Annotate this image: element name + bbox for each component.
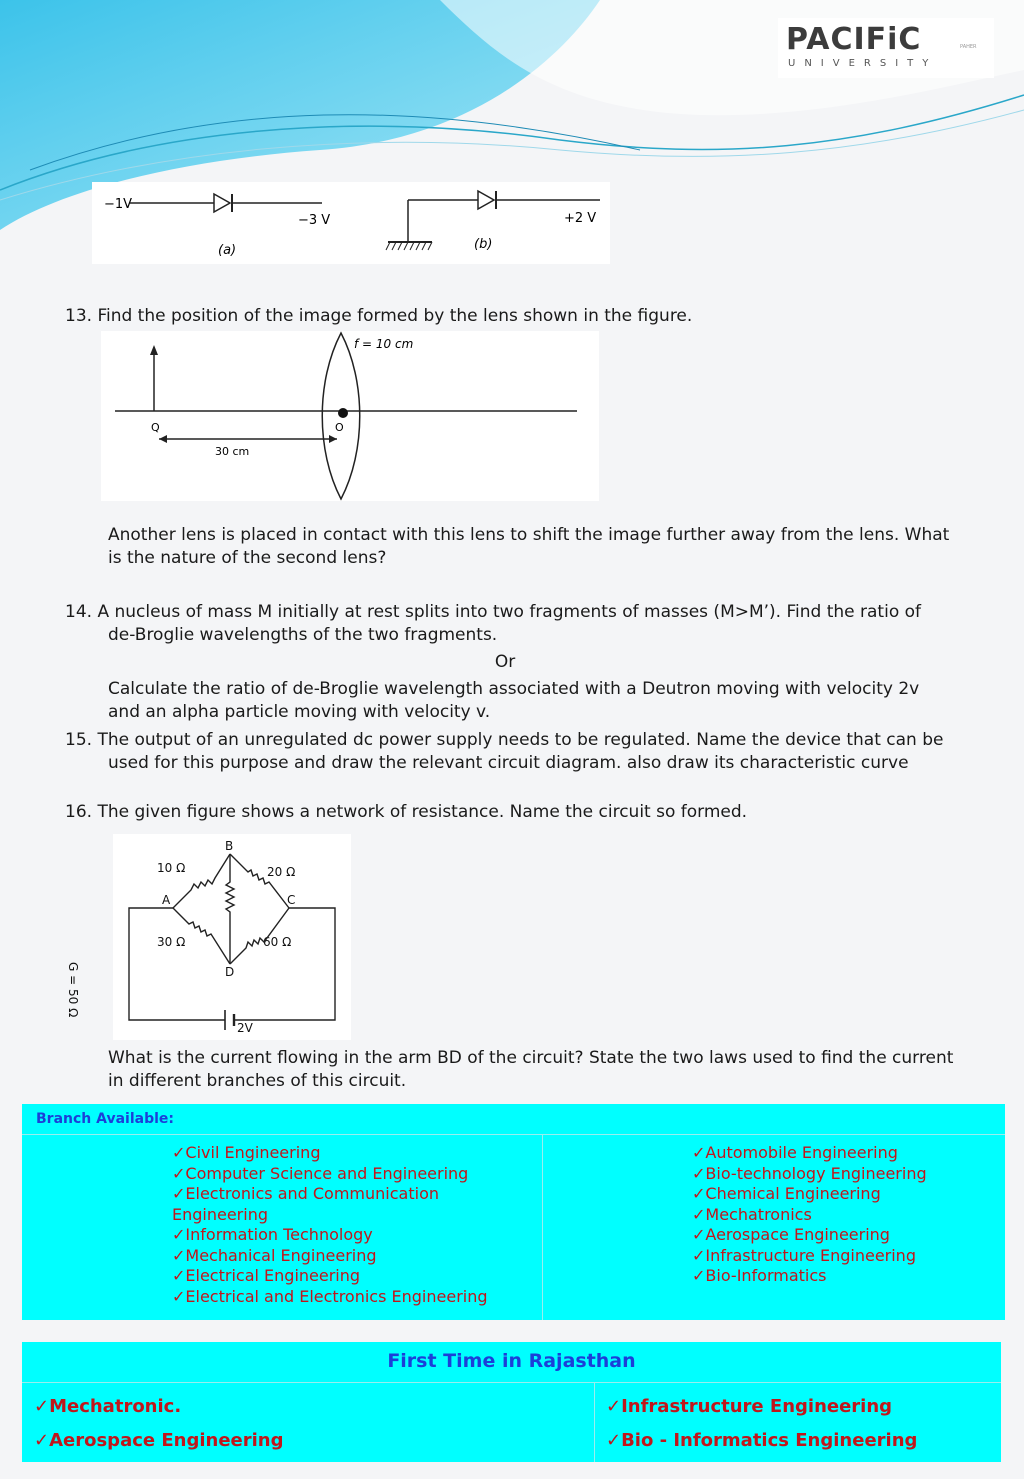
diode-a-right-label: −3 V xyxy=(298,213,331,228)
list-item: ✓Aerospace Engineering xyxy=(692,1225,890,1244)
logo-subtitle: UNIVERSITY xyxy=(788,58,938,69)
question-14-text: 14. A nucleus of mass M initially at rest splits into two fragments of masses (M>M’). Find the ratio of de-Broglie wavelengths of the two fragments. xyxy=(65,602,922,645)
list-item: ✓Electrical and Electronics Engineering xyxy=(172,1286,488,1306)
resistor-bc-label: 20 Ω xyxy=(267,865,296,879)
list-item: ✓Infrastructure Engineering xyxy=(692,1245,916,1265)
logo-wordmark: PACIFiC xyxy=(786,22,922,57)
list-item: ✓Electronics and Communication Engineering xyxy=(172,1184,439,1224)
list-item: ✓Mechatronics xyxy=(692,1204,812,1224)
diode-b-right-label: +2 V xyxy=(564,211,597,226)
logo-tag: PAHER xyxy=(960,44,977,50)
galvanometer-label: G = 50 Ω xyxy=(66,962,80,1018)
divider xyxy=(22,1382,1001,1383)
list-item: ✓Chemical Engineering xyxy=(692,1184,881,1203)
first-time-item: ✓Infrastructure Engineering xyxy=(606,1396,893,1417)
resistor-ad-label: 30 Ω xyxy=(157,935,186,949)
diode-a-left-label: −1V xyxy=(104,197,133,212)
divider xyxy=(22,1134,1005,1135)
first-time-item: ✓Mechatronic. xyxy=(34,1396,182,1417)
question-13: 13. Find the position of the image formed by the lens shown in the figure. xyxy=(65,306,693,326)
first-time-item: ✓Bio - Informatics Engineering xyxy=(606,1430,918,1451)
point-q-label: Q xyxy=(151,421,160,434)
list-item: ✓Information Technology xyxy=(172,1225,373,1244)
branch-list-left xyxy=(172,1143,522,1307)
diode-a-symbol xyxy=(214,194,230,212)
list-item: ✓Bio-technology Engineering xyxy=(692,1163,927,1183)
resistor-ab-label: 10 Ω xyxy=(157,861,186,875)
divider xyxy=(542,1134,543,1320)
list-item: ✓Computer Science and Engineering xyxy=(172,1163,469,1183)
list-item: ✓Civil Engineering xyxy=(172,1143,321,1162)
node-d-label: D xyxy=(225,965,235,979)
branch-available-panel xyxy=(22,1104,1005,1320)
list-item: ✓Mechanical Engineering xyxy=(172,1245,377,1265)
question-16: 16. The given figure shows a network of resistance. Name the circuit so formed. xyxy=(65,802,748,822)
question-14-or: Or xyxy=(494,652,516,672)
question-16-followup: What is the current flowing in the arm BD of the circuit? State the two laws used to find the current in different branches of this circuit. xyxy=(108,1048,954,1091)
branch-available-title: Branch Available: xyxy=(36,1111,174,1127)
node-b-label: B xyxy=(225,839,234,853)
point-o-label: O xyxy=(335,421,344,434)
ground-icon xyxy=(386,242,432,250)
question-14-alt: Calculate the ratio of de-Broglie wavelength associated with a Deutron moving with velocity 2v and an alpha particle moving with velocity v. xyxy=(108,679,920,722)
diode-b-caption: (b) xyxy=(474,237,493,252)
list-item: ✓Automobile Engineering xyxy=(692,1143,898,1162)
question-13-followup: Another lens is placed in contact with this lens to shift the image further away from the lens. What is the nature of the second lens? xyxy=(108,525,950,568)
list-item: ✓Bio-Informatics xyxy=(692,1266,827,1285)
list-item: ✓Electrical Engineering xyxy=(172,1266,361,1285)
galvanometer-arm xyxy=(226,854,234,964)
divider xyxy=(594,1382,595,1462)
distance-label: 30 cm xyxy=(215,445,250,458)
focal-length-label: f = 10 cm xyxy=(354,337,414,351)
first-time-panel xyxy=(22,1342,1001,1462)
resistor-bc xyxy=(230,854,289,908)
first-time-title: First Time in Rajasthan xyxy=(387,1350,636,1372)
battery-label: 2V xyxy=(237,1021,253,1035)
resistor-dc-label: 60 Ω xyxy=(263,935,292,949)
node-a-label: A xyxy=(162,893,171,907)
diode-a-caption: (a) xyxy=(218,243,237,258)
bridge-figure xyxy=(66,834,351,1040)
lens-figure xyxy=(101,331,599,501)
question-15: 15. The output of an unregulated dc power supply needs to be regulated. Name the device that can be used for this purpose and draw the relevant circuit diagram. also draw its characteristic curve xyxy=(65,730,944,773)
question-14 xyxy=(65,601,945,724)
node-c-label: C xyxy=(287,893,296,907)
university-logo xyxy=(778,18,994,78)
diode-figure xyxy=(92,182,610,264)
branch-list-right xyxy=(692,1143,992,1287)
first-time-item: ✓Aerospace Engineering xyxy=(34,1430,284,1451)
diode-b-symbol xyxy=(478,191,494,209)
